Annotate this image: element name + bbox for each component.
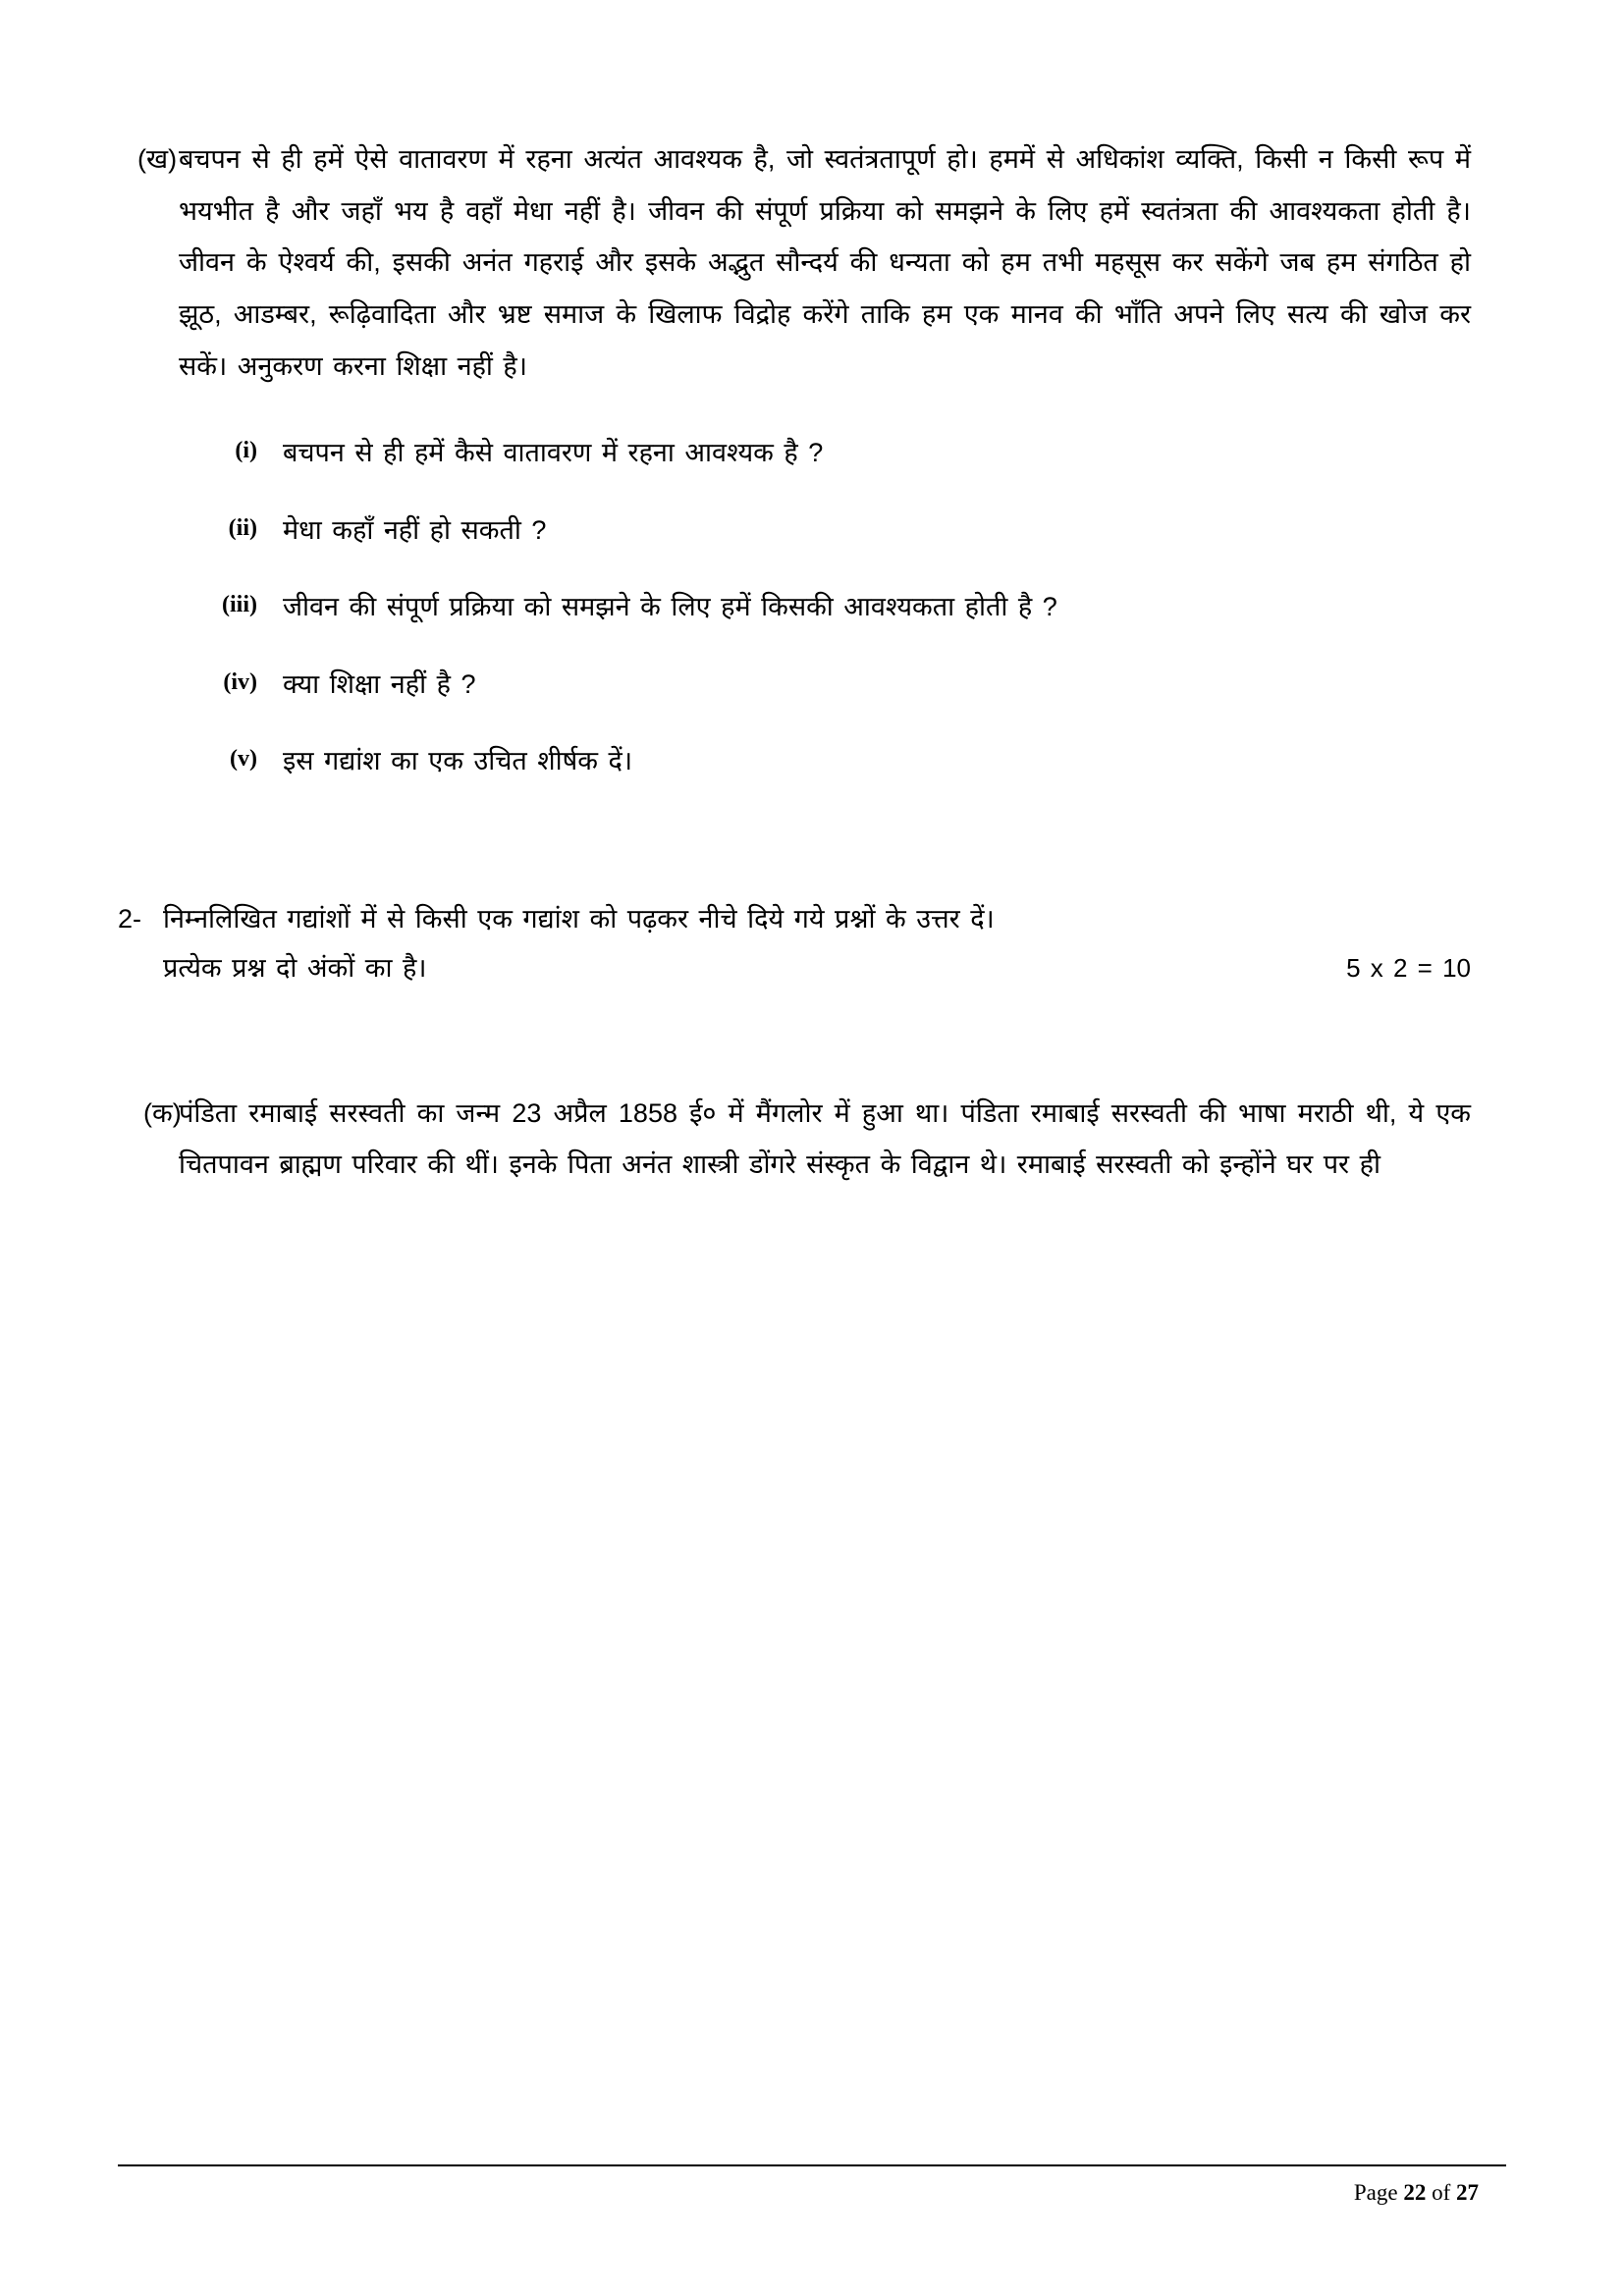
page-footer — [118, 2164, 1506, 2206]
passage-text-kha: बचपन से ही हमें ऐसे वातावरण में रहना अत्यंत आवश्यक है, जो स्वतंत्रतापूर्ण हो। हममें से अधिकांश व्यक्ति, किसी न किसी रूप में भयभीत है और जहाँ भय है वहाँ मेधा नहीं है। जीवन की संपूर्ण प्रक्रिया को समझने के लिए हमें स्वतंत्रता की आवश्यकता होती है। जीवन के ऐश्वर्य की, इसकी अनंत गहराई और इसके अद्भुत सौन्दर्य की धन्यता को हम तभी महसूस कर सकेंगे जब हम संगठित हो झूठ, आडम्बर, रूढ़िवादिता और भ्रष्ट समाज के खिलाफ विद्रोह करेंगे ताकि हम एक मानव की भाँति अपने लिए सत्य की खोज कर सकें। अनुकरण करना शिक्षा नहीं है। — [179, 144, 1471, 381]
passage-block-ka — [118, 1088, 1506, 1191]
passage-block-kha — [118, 133, 1506, 392]
section-instruction-line-2: प्रत्येक प्रश्न दो अंकों का है। — [163, 952, 427, 983]
question-number: (iv) — [223, 668, 257, 695]
question-number: (ii) — [228, 514, 257, 541]
marks-allocation: 5 x 2 = 10 — [1346, 952, 1471, 983]
passage-marker-ka: (क) — [143, 1097, 182, 1128]
question-number: (iii) — [222, 592, 257, 618]
question-number: (v) — [230, 746, 257, 773]
question-number: (i) — [235, 438, 257, 464]
section-body — [163, 895, 1506, 993]
list-item — [198, 433, 1506, 473]
sub-question-list — [118, 433, 1506, 781]
section-instruction-line-1: निम्नलिखित गद्यांशों में से किसी एक गद्यांश को पढ़कर नीचे दिये गये प्रश्नों के उत्तर दें। — [163, 903, 995, 934]
passage-marker-kha: (ख) — [137, 144, 178, 174]
list-item — [198, 587, 1506, 627]
section-2-instruction — [118, 895, 1506, 993]
footer-page-number: 22 — [1403, 2180, 1427, 2205]
section-instruction-line-2-row — [163, 944, 1471, 993]
question-text: इस गद्यांश का एक उचित शीर्षक दें। — [283, 746, 633, 776]
footer-total-pages: 27 — [1456, 2180, 1479, 2205]
footer-prefix: Page — [1353, 2180, 1404, 2205]
passage-text-ka: पंडिता रमाबाई सरस्वती का जन्म 23 अप्रैल 1858 ई० में मैंगलोर में हुआ था। पंडिता रमाबाई सरस्वती की भाषा मराठी थी, ये एक चितपावन ब्राह्मण परिवार की थीं। इनके पिता अनंत शास्त्री डोंगरे संस्कृत के विद्वान थे। रमाबाई सरस्वती को इन्होंने घर पर ही — [179, 1097, 1471, 1180]
list-item — [198, 510, 1506, 551]
section-number: 2- — [118, 903, 142, 934]
list-item — [198, 741, 1506, 781]
question-text: बचपन से ही हमें कैसे वातावरण में रहना आवश्यक है ? — [283, 438, 824, 468]
question-text: क्या शिक्षा नहीं है ? — [283, 668, 476, 699]
question-text: जीवन की संपूर्ण प्रक्रिया को समझने के लिए हमें किसकी आवश्यकता होती है ? — [283, 592, 1057, 622]
footer-middle: of — [1426, 2180, 1456, 2205]
question-text: मेधा कहाँ नहीं हो सकती ? — [283, 514, 547, 545]
list-item — [198, 665, 1506, 705]
footer-divider — [118, 2164, 1506, 2166]
page-number-label — [118, 2180, 1506, 2206]
